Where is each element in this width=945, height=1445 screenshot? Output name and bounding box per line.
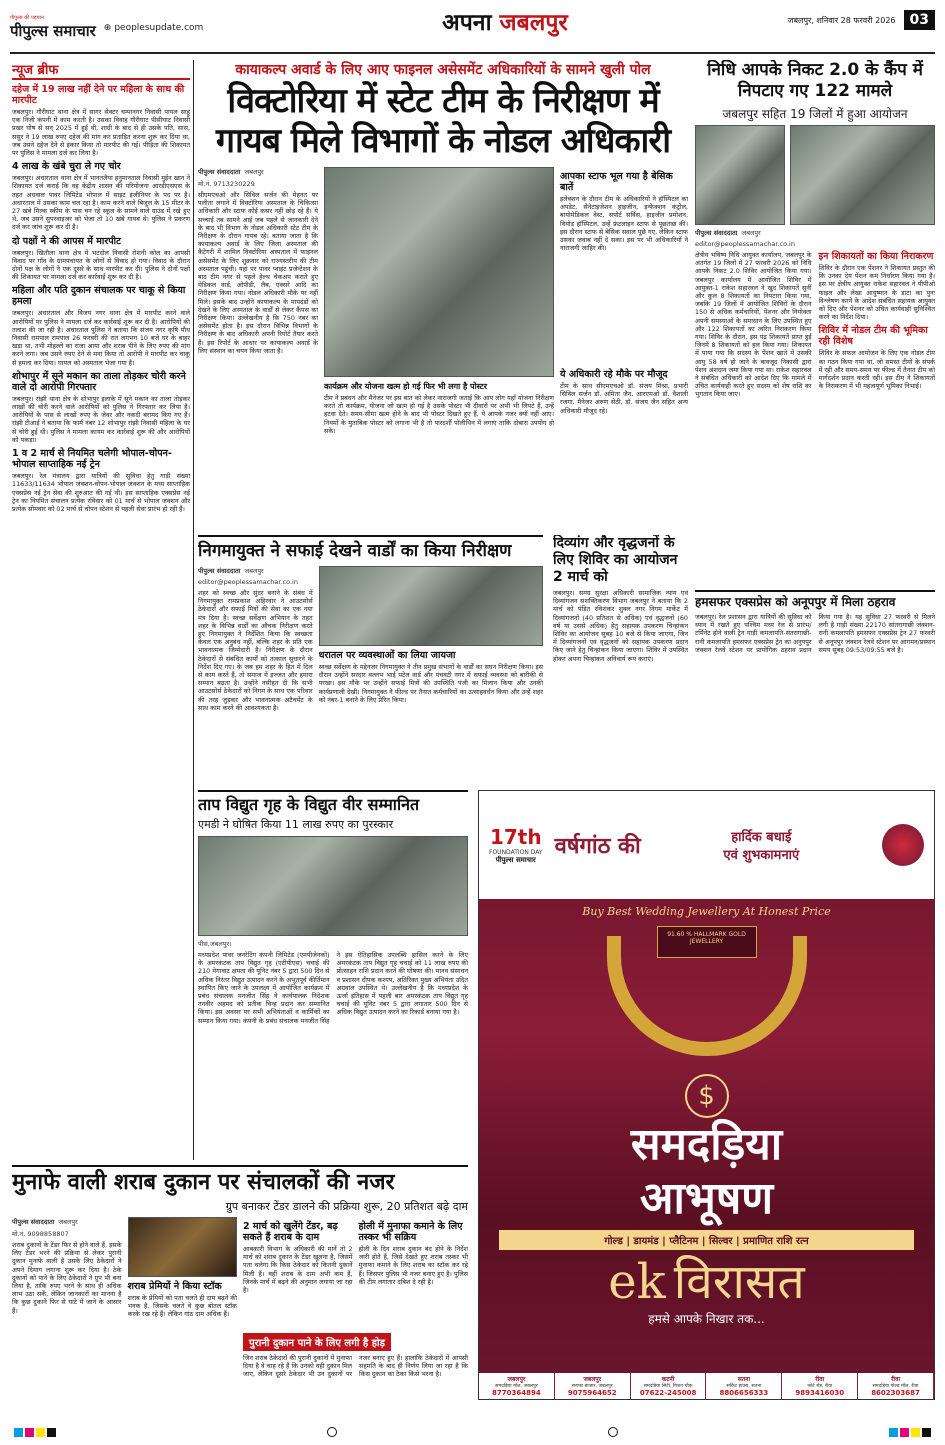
story-headline: हमसफर एक्सप्रेस को अनूपपुर में मिला ठहराव (695, 590, 935, 610)
story-sub-body: शराब के प्रेमियों को पता चलते ही दाम बढ़ने की भनक है, जिसके चलते वे कुछ बोतल स्टॉक करके रख रहे हैं। लेकिन गांठ दाम अधिक हैं। (127, 1294, 237, 1319)
story-sub-body: शिविर के सफल आयोजन के लिए एक नोडल टीम का गठन किया गया था, जो समस्त टीमों के संपर्क में रही और समय-समय पर फील्ड में तैनात टीम को मार्गदर्शन प्रदान करती रही। इस टीम ने शिकायतों के निराकरण में भी महत्वपूर्ण भूमिका निभाई। (818, 349, 935, 391)
anniversary-text: वर्षगांठ की (554, 834, 641, 859)
registration-mark-icon (327, 1427, 337, 1437)
section-title-a: अपना (442, 9, 492, 36)
story-sub-body: इलेक्शन के दौरान टीम के अधिकारियों ने हॉस्पिटल का अपडेट, सेनेटाइजेशन हाइजीन, इन्फेक्शन कंट्रोल, बायोमेडिकल वेस्ट, सपोर्ट सर्विस, हाइजीन प्रमोशन, वियोड हॉस्पिटल, उन्हें फ्रंटलाइन स्टाफ से पूछताछ की। इस दौरान स्टाफ से बेसिक सवाल पूछे गए, लेकिन स्टाफ उसका जवाब नहीं दे सका। इस पर भी अधिकारियों ने नाराजगी जाहिर की। (560, 195, 688, 253)
byline-name: पीपुल्स संवाददाता (12, 1218, 55, 1226)
story-subhead: इन शिकायतों का किया निराकरण (818, 251, 934, 262)
story-photo-camp (790, 125, 935, 225)
ad-header (479, 791, 934, 899)
cmyk-swatches (889, 1428, 931, 1437)
story-body: जबलपुर। समग्र सुरक्षा अधिकारी सामाजिक न्याय एवं दिव्यांगजन सशक्तिकरण विभाग जबलपुर ने बताया कि 2 मार्च को पंडित रविशंकर शुक्ल नगर निगम मार्केट में दिव्यांगजनों (40 प्रतिशत से अधिक) एवं वृद्धजनों (60 वर्ष या उससे अधिक) हेतु सहायक उपकरण चिन्हांकन शिविर का आयोजन सुबह 10 बजे से किया जाएगा, जिन में दिव्यांगजनों एवं वृद्धजनों को सहायक उपकरण प्रदान किए जाने हेतु चिन्हांकन किया जाएगा। शिविर में उपस्थित होकर अपना चिन्हांकन अनिवार्य रूप कराएं। (553, 589, 688, 663)
story-headline: मुनाफे वाली शराब दुकान पर संचालकों की नजर (12, 1165, 468, 1197)
wishes-line-2: एवं शुभकामनाएं (723, 848, 800, 863)
story-sub-body: स्वच्छ सर्वेक्षण के मद्देनजर निगमायुक्त ने तीन प्रमुख संभागों के वार्डों का सघन निरीक्षण किया। इस दौरान उन्होंने सरदार वल्लभ भाई पटेल वार्ड और पंचवटी नगर में सफाई व्यवस्था को बारीकी से परखा। इस मौके पर उन्होंने सफाई मित्रों की उपस्थिति पंजी का मिलान किया और उनकी कार्यप्रणाली देखी। निगमायुक्त ने फील्ड पर तैनात कर्मचारियों का उत्साहवर्धन किया और उन्हें शहर को नंबर-1 बनाने के लिए प्रेरित किया। (318, 663, 543, 704)
brief-item-title: 4 लाख के खंबे चुरा ले गए चोर (12, 161, 121, 173)
story-kicker: कायाकल्प अवार्ड के लिए आए फाइनल असेसमेंट अधिकारियों के सामने खुली पोल (235, 62, 651, 78)
story-byline (198, 566, 313, 575)
store-item[interactable] (555, 1373, 631, 1399)
story-body: सीएमएचओ और सिविल सर्जन की मेहनत पर पलीता लगाने में विक्टोरिया अस्पताल के चिकित्सा अधिकारी और स्टाफ कोई कसर नहीं छोड़ रहे हैं। ये सच्चाई तब सामने आई जब पहले से जानकारी देने के बाद भी विभाग के नोडल अधिकारी स्टेट टीम के निरीक्षण के दौरान गायब रहे। बताया जाता है कि कायाकल्प अवार्ड के लिए जिला अस्पताल की कैटेगरी में शामिल विक्टोरिया अस्पताल में फाइनल असेसमेंट के लिए शुक्रवार को राज्यस्तरीय की टीम अस्पताल पहुंची। यहां पर पावर प्वाइंट प्रजेन्टेशन के बाद टीम नगर से पहले हेल्थ चेकअप कराते हुए मेडिकल वार्ड, ओपीडी, लैब, एक्सरे आदि का निरीक्षण किया गया। नोडल अधिकारी मौके पर नहीं मिले। इसके बाद उन्होंने कायाकल्प के मापदंडों को देखने के लिए अस्पताल के वार्डों से लेकर कैंपस का निरीक्षण किया। उल्लेखनीय है कि 750 नंबर का असेसमेंट होता है। इस दौरान विभिन्न विभागों के निरीक्षण के बाद अधिकारी अपनी रिपोर्ट तैयार करते हैं। इस रिपोर्ट के आधार पर कायाकल्प अवार्ड के लिए संस्थान का चयन किया जाता है। (198, 191, 318, 355)
foundation-badge (489, 825, 543, 865)
story-subhead: आपका स्टाफ भूल गया है बेसिक बातें (560, 171, 673, 193)
story-body: क्षेत्रीय भविष्य निधि आयुक्त कार्यालय, जबलपुर के अंतर्गत 19 जिलों में 27 फरवरी 2026 को निधि आपके निकट 2.0 शिविर आयोजित किया गया। जबलपुर कार्यालय में आयोजित शिविर में आयुक्त-1 राकेश सहारवल ने खुद शिकायतें सुनीं और कुल 8 शिकायतों का निपटारा किया गया, जबकि 19 जिलों में आयोजित शिविरों के दौरान 150 से अधिक कर्मचारियों, पेंशनर और नियोक्ता अपनी समस्याओं के समाधान के लिए उपस्थित हुए और 122 शिकायतों का त्वरित निराकरण किया गया। शिविर के दौरान, इस पंद्र शिकायतें प्राप्त हुईं जिनमें 8 शिकायतों को हल किया गया। शिकायत में पाया गया कि सदस्य के पेंशन खाते में उसकी आयु 58 वर्ष हो जाने के बावजूद निकासी द्वारा पेंशन अंशदान जमा किया गया था। राकेश सहारवल ने संबंधित अधिकारी को आदेश दिए कि मामले में उचित कार्यवाही करते हुए सदस्य को शेष राशि का भुगतान किया जाए। (695, 251, 812, 399)
story-photo-ward-visit (319, 566, 543, 646)
story-headline: निधि आपके निकट 2.0 के कैंप में निपटाए गए 122 मामले (707, 60, 923, 101)
byline-place: जबलपुर (244, 168, 264, 176)
story-humsafar (695, 590, 935, 785)
store-city: रीवा (891, 1376, 900, 1383)
byline-phone: मो.नं. 9713230229 (198, 180, 255, 188)
brand-name-line-2: आभूषण (639, 1173, 774, 1224)
virasat-text: विरासत (673, 1254, 805, 1310)
store-address: समदड़िया गोल्ड मॉल, रीवा (872, 1384, 919, 1389)
wishes-line-1: हार्दिक बधाई (731, 830, 792, 845)
newspaper-logo (10, 15, 96, 41)
story-headline: ताप विद्युत गृह के विद्युत वीर सम्मानित (198, 790, 468, 815)
store-city: कटनी (661, 1376, 675, 1383)
story-highlight-box: पुरानी दुकान पाने के लिए लगी है होड़ (243, 1333, 391, 1351)
brief-item (12, 371, 190, 444)
story-photo-inspection (324, 167, 554, 377)
brief-item (12, 161, 190, 231)
story-sub-body: आबकारी विभाग के अधिकारी की मानें तो 2 मार्च को शराब दुकान के टेंडर खुलना है, जिसमें पता चलेगा कि किस ठेकेदार को कितनी दुकानें मिली हैं। वहीं शराब के दाम अभी कम हैं, जिनके मार्च में बढ़ने की अनुमान लगाया जा रहा है। (243, 1245, 353, 1295)
store-address: फोर्ट रोड, रीवा (807, 1384, 833, 1389)
necklace-image (597, 926, 817, 1066)
story-subhead: कार्यक्रम और योजना खत्म हो गई फिर भी लगा है पोस्टर (324, 382, 488, 391)
story-body: जबलपुर। रेल प्रशासन द्वारा यात्रियों की सुविधा को ध्यान में रखते हुए पश्चिम मध्य रेल से प्रारंभ/टर्मिनेट होने वाली ट्रेन गाड़ी कमलापति-संतरागाछी-रानी कमलापति हमसफर एक्सप्रेस ट्रेन का अनूपपुर जंक्शन रेलवे स्टेशन पर प्रायोगिक ठहराव प्रदान किया गया है। यह सुविधा 27 फरवरी से मिलने लगी है गाड़ी संख्या 22170 सांतरागाछी जंक्शन-रानी कमलापति हमसफर एक्सप्रेस ट्रेन 27 फरवरी से अनूपपुर जंक्शन रेलवे स्टेशन पर आगमन/प्रस्थान समय सुबह 09:53/09:55 बजे है। (695, 613, 935, 654)
story-deck: ग्रुप बनाकर टेंडर डालने की प्रक्रिया शुरू, 20 प्रतिशत बढ़े दाम (225, 1200, 468, 1213)
byline-name: पीपुल्स संवाददाता (198, 168, 241, 176)
masthead-left (10, 8, 300, 48)
section-title (405, 5, 605, 37)
byline-phone: मो.नं. 9098858807 (12, 1230, 69, 1238)
store-item[interactable] (782, 1373, 858, 1399)
store-city: रीवा (815, 1376, 825, 1383)
story-body: शहर को स्वच्छ और सुंदर बनाने के संबंध में निगमायुक्त रामप्रकाश अहिरवार ने आउटसोर्स ठेकेदारों और सफाई मित्रों की सेवा का एक नया मंत्र दिया है। स्वच्छ सर्वेक्षण अभियान के तहत शहर के विभिन्न वार्डों का औचक निरीक्षण करते हुए निगमायुक्त ने निर्देशित किया कि स्वच्छता केवल एक अनुबंध नहीं, बल्कि शहर के प्रति एक भावनात्मक जिम्मेदारी है। निरीक्षण के दौरान ठेकेदारों से संबंधित कार्यों को तत्काल सुधारने के निर्देश दिए गए। के जब हम शहर के हित में दिल से काम करते हैं, तो समाज में इज्जत और हमारा सम्मान बढ़ता है। उन्होंने नसीहत दी कि सभी आउटसोर्स ठेकेदारों को निगम के साथ एक परिवार की तरह जुड़कर और भावनात्मक अटैचमेंट के साथ काम करने की आवश्यकता है। (198, 589, 313, 712)
brand-logo-icon: $ (685, 1074, 729, 1118)
brand-name-line-1: समदड़िया (630, 1119, 783, 1170)
badge-sub: FOUNDATION DAY (489, 849, 543, 856)
byline-place: जबलपुर (741, 229, 761, 237)
story-photo-bottles (128, 1217, 238, 1277)
column-rule (193, 60, 194, 1160)
masthead-right (700, 10, 935, 30)
story-deck: जबलपुर सहित 19 जिलों में हुआ आयोजन (722, 107, 908, 121)
story-sub-body: शिविर के दौरान एक पेंशनर ने शिकायत प्रस्तुत की कि उनका देय पेंशन कम निर्धारण किया गया है। इस पर क्षेत्रीय आयुक्त राकेश सहारवल ने पीपीओ फाइल और लेखा आयुष्मान के डाटा का पुनः विश्लेषण करने के आदेश संबंधित सहायक आयुक्त को दिए और पेंशनर को उचित कार्यवाही सुनिश्चित करने का निर्देश दिया। (818, 264, 935, 322)
store-city: जबलपुर (583, 1376, 602, 1383)
store-item[interactable] (631, 1373, 707, 1399)
story-subhead: धरातल पर व्यवस्थाओं का लिया जायजा (318, 650, 456, 661)
brief-item-title: शोभापुर में सूने मकान का ताला तोड़कर चोरी करने वाले दो आरोपी गिरफ्तार (12, 370, 186, 393)
store-phone: 07622-245008 (639, 1389, 697, 1397)
jewellery-advertisement[interactable] (478, 790, 935, 1400)
news-brief-column (12, 60, 190, 1165)
story-byline (198, 167, 318, 176)
story-headline: दिव्यांग और वृद्धजनों के लिए शिविर का आयोजन 2 मार्च को (553, 535, 678, 585)
store-list (479, 1373, 934, 1399)
byline-name: पीपुल्स संवाददाता (695, 229, 738, 237)
story-byline (12, 1217, 122, 1226)
story-photo-meeting (695, 125, 785, 225)
issue-date: जबलपुर, शनिवार 28 फरवरी 2026 (787, 15, 896, 25)
story-subhead: 2 मार्च को खुलेंगे टेंडर, बढ़ सकते हैं शराब के दाम (243, 1221, 338, 1243)
website-text: peoplesupdate.com (114, 23, 204, 33)
store-phone: 9075964652 (567, 1389, 617, 1397)
story-nidhi (695, 60, 935, 585)
store-phone: 8806656333 (719, 1389, 769, 1397)
ad-wishes (653, 827, 870, 863)
ek-subtitle: हमसे आपके निखार तक... (648, 1312, 765, 1326)
brief-item-body: जबलपुर। रांझी थाना क्षेत्र के शोभापुर इलाके में सूने मकान का ताला तोड़कर लाखों की चोरी करने वाले आरोपियों को पुलिस ने गिरफ्तार कर लिया है। आरोपियों के पास से लाखों रुपए के जेवर और नकदी बरामद किए गए हैं। रांझी टीआई ने बताया कि फार्म नंबर 12 शोभापुर रांझी निवासी महिला के घर से चोरी हुई थी। पुलिस ने मामला कायम कर कार्रवाई शुरू की और आरोपियों को पकड़ा। (12, 394, 190, 444)
store-item[interactable] (858, 1373, 934, 1399)
store-item[interactable] (479, 1373, 555, 1399)
print-registration-bar (0, 1425, 945, 1439)
store-item[interactable] (706, 1373, 782, 1399)
story-cleanliness (198, 535, 543, 785)
brief-item-title: दो पक्षों ने की आपस में मारपीट (12, 235, 121, 247)
byline-place: जबलपुर (244, 567, 264, 575)
badge-number: 17th (489, 825, 542, 849)
story-sub-body: होली के दिन शराब दुकान बंद होने के निर्देश जारी होते हैं, जिसे देखते हुए शराब तस्कर भी मुनाफा कमाने के लिए शराब का स्टॉक कर रहे हैं। जिसपर पुलिस भी नजर बनाए हुए है। पुलिस की टीम लगातार दबिश दे रही है। (358, 1245, 468, 1286)
story-subhead: शिविर में नोडल टीम की भूमिका रही विशेष (818, 325, 928, 348)
store-phone: 8770364894 (492, 1389, 541, 1397)
section-title-b: जबलपुर (499, 9, 568, 36)
byline-place: जबलपुर (58, 1218, 78, 1226)
store-address: सराफा बाजार, जबलपुर (571, 1384, 613, 1389)
store-phone: 8602303687 (871, 1389, 920, 1397)
hallmark-badge: 91.60 % HALLMARK GOLD JEWELLERY (657, 926, 757, 958)
brief-item-body: जबलपुर। अधारताल और विजय नगर थाना क्षेत्र में मारपीट करने वाले आरोपियों पर पुलिस ने मामला दर्ज कर कार्रवाई शुरू कर दी है। आरोपियों की तलाश की जा रही है। अधारताल पुलिस ने बताया कि संजय नगर कृषि पौध निवासी रामपाल रामपाल 26 फरवरी की रात लगभग 10 बजे घर के बाहर खड़ा था, तभी मोहल्ले का राजा आया और शराब पीने के लिए रुपए की मांग करने लगा। जब उसने रुपए देने से मना किया तो आरोपी ने मारपीट कर चाकू से हमला कर दिया। घायल को अस्पताल भेजा गया है। (12, 309, 190, 367)
story-photo-group (198, 836, 468, 936)
registration-mark-icon (608, 1427, 618, 1437)
brief-item (12, 84, 190, 157)
brief-item-title: महिला और पति दुकान संचालक पर चाकू से किया हमला (12, 285, 186, 308)
story-deck: एमडी ने घोषित किया 11 लाख रुपए का पुरस्कार (198, 818, 394, 831)
store-city: सतना (737, 1376, 751, 1383)
brief-item-title: 1 व 2 मार्च से नियमित चलेगी भोपाल-चोपन-भोपाल साप्ताहिक नई ट्रेन (12, 448, 172, 471)
story-divyang (553, 535, 688, 785)
story-byline: पीसं,जबलपुर। (198, 940, 232, 948)
page-number: 03 (904, 10, 935, 30)
story-liquor (12, 1165, 468, 1405)
story-subhead: शराब प्रेमियों ने किया स्टॉक (127, 1281, 222, 1292)
store-address: समदड़िया मॉल, जबलपुर (495, 1384, 538, 1389)
story-subhead: होली में मुनाफा कमाने के लिए तस्कर भी सक्रिय (358, 1221, 463, 1243)
story-byline (695, 228, 935, 237)
ek-text: ek (608, 1254, 666, 1310)
byline-email: editor@peoplessamachar.co.in (695, 240, 795, 248)
badge-logo: पीपुल्स समाचार (495, 856, 536, 864)
ad-tagline: Buy Best Wedding Jewellery At Honest Price (582, 905, 831, 918)
store-city: जबलपुर (507, 1376, 526, 1383)
story-body: शराब दुकानों के टेंडर फिर से होने वाले हैं, इसके लिए टेंडर भरने की प्रक्रिया से लेकर पुरानी दुकान मुनाफे वाली है उसके लिए ठेकेदारों ने अपने दिमाग लगाना शुरू कर दिया है। ठेके दुकानों को पाने के लिए ठेकेदारों ने ग्रुप भी बना लिया है, ताकि रुपए भरने के साथ ही अधिक लाभ उठा सकें, लेकिन जानकारों का मानना है कि कुछ दुकानें फिर से घाटे में जाने के आसार हैं। (12, 1241, 122, 1315)
rose-icon (882, 824, 924, 866)
brief-item-title: दहेज में 19 लाख नहीं देने पर महिला के साथ की मारपीट (12, 84, 185, 106)
brief-item (12, 236, 190, 282)
cmyk-swatches (14, 1428, 56, 1437)
store-address: सर्किट हाउस, सतना (726, 1384, 762, 1389)
brief-item-body: जबलपुर। खितौला थाना क्षेत्र में भटदोल निवासी रोशनी कोल का आपसी विवाद पर गाँव के ग्रामपंचायत के लोगों से विवाद हो गया। विवाद के दौरान दोनों पक्ष के लोगों ने एक दूसरे के साथ मारपीट कर दी। पुलिस ने दोनों पक्षों की शिकायत पर मामला दर्ज कर कार्रवाई शुरू कर दी है। (12, 248, 190, 282)
brief-item-body: जबलपुर। अधारताल थाना क्षेत्र में भानतलैया हनुमानताल निवासी मुईन खान ने शिकायत दर्ज कराई कि वह केंद्रीय शासन की परियोजना आरडीएसएस के तहत अधवाल पावर लिमिटेड भोपाल में साइट इंजीनियर के पद पर है। अधारताल में उसका काम चल रहा है। काम करने वाले बिजुल के 15 मीटर के 27 खंबे मिल्क स्कीम के पास चन रहे स्कूल के सामने वाले ग्राउंड में रखे हुए थे, जब उसने सुपरवाइजर को भेजा तो 10 खंबे गायब थे। पुलिस ने प्रकरण दर्ज कर जांच शुरू कर दी है। (12, 174, 190, 232)
byline-name: पीपुल्स संवाददाता (198, 567, 241, 575)
byline-email: editor@peoplessamachar.co.in (198, 578, 298, 586)
story-sub-body: जिन शराब ठेकेदारों की पुरानी दुकानों में मुनाफा दिया है वे चाह रहे हैं कि उनको वही दुकान मिल जाए, लेकिन दूसरे ठेकेदार भी उन दुकानों पर नजर बनाए हुए हैं। हालांकि ठेकेदारों में आपसी सहमति के बाद ही निर्णय लिया जा रहा है कि किस दुकान का ठेका किसे भरना है। (243, 1354, 468, 1379)
brief-item (12, 448, 190, 513)
story-body: मध्यप्रदेश पावर जनरेटिंग कंपनी लिमिटेड (एमपीजेनको) के अमरकंटक ताप विद्युत गृह (एटीपीएस) चचाई की 210 मेगावाट क्षमता की यूनिट नंबर 5 द्वारा 500 दिन से अधिक निरंतर विद्युत उत्पादन करने के अभूतपूर्व कीर्तिमान स्थापित किए जाने के उपलक्ष्य में आयोजित कार्यक्रम में प्रबंध संचालक मनजीत सिंह ने कार्यपालक निदेशक तनवीर अहमद को प्रतीक चिन्ह प्रदान कर सम्मानित किया। इस अवसर पर सभी अभियंताओं व कार्मिकों का सम्मान किया गया। कंपनी के प्रबंध संचालक मनजीत सिंह ने इस ऐतिहासिक उपलब्धि हासिल करने के लिए अमरकंटक ताप विद्युत गृह चचाई को 11 लाख रुपए की प्रोत्साहन राशि प्रदान करने की घोषणा की। मानव संसाधन व प्रशासन दीपक कश्यप, अतिरिक्त मुख्य अभियंता उदित अग्रवाल उपस्थित थे। उल्लेखनीय है कि मध्यप्रदेश के ऊर्जा इतिहास में पहली बार अमरकंटक ताप विद्युत गृह चचाई की यूनिट नंबर 5 द्वारा लगातार 500 दिन से अधिक विद्युत उत्पादन करने का रिकार्ड बनाया गया है। (198, 951, 468, 1025)
news-brief-title: न्यूज ब्रीफ (12, 60, 190, 80)
story-sub-body: टीम के साथ सीएमएचओ डॉ. संजय मिश्रा, प्रभारी सिविल सर्जन डॉ. अमिता जैन, आरएमओ डॉ. वैशाली रजगा, मैनेजर अरुण सेठी, डॉ. संजय जैन सहित अन्य अधिकारी मौजूद रहे। (560, 382, 688, 415)
brief-item-body: जबलपुर। रेल मंत्रालय द्वारा यात्रियों की सुविधा हेतु गाड़ी संख्या 11633/11634 भोपाल जंक्शन-चोपन-भोपाल जंक्शन के मध्य साप्ताहिक एक्सप्रेस नई ट्रेन सेवा की शुरुआत की गई थी। इस साप्ताहिक एक्सप्रेस नई ट्रेन का नियमित संचालन प्रत्येक रविवार को 01 मार्च से भोपाल जंक्शन और प्रत्येक सोमवार को 02 मार्च से चोपन स्टेशन से पहली सेवा प्रारंभ हो रही है। (12, 472, 190, 513)
logo-tagline: पीपुल्स की पहचान (10, 15, 44, 21)
story-subhead: ये अधिकारी रहे मौके पर मौजूद (560, 369, 668, 380)
store-phone: 9893416030 (795, 1389, 845, 1397)
lead-story-victoria (198, 60, 688, 530)
ad-services: गोल्ड | डायमंड | प्लैटिनम | सिल्वर | प्रमाणित राशि रत्न (499, 1230, 914, 1250)
logo-text: पीपुल्स समाचार (10, 22, 96, 40)
header-rule (10, 52, 935, 54)
store-address: समदड़िया सिटी, मिशन चौक (643, 1384, 693, 1389)
globe-icon: ⊕ (103, 23, 112, 33)
story-sub-body: टीम ने प्रबंधन और मैनेजर पर इस बात को लेकर नाराजगी जताई कि आप लोग यहाँ योजना निरीक्षण करते तो कार्यक्रम, योजना जो खत्म हो गई है उसके पोस्टर भी दीवारों पर अभी भी लिपटे हैं, उन्हें हटवा देते। समय-सीमा खत्म होने के बाद भी पोस्टर दिखते हुए हैं, ये आपके नजर क्यों नहीं आए। नियमों के मुताबिक पोस्टर को लगाना भी है तो पारदर्शी पॉलीथिन में लगाएं ताकि दोबारा उपयोग हो सके। (324, 394, 554, 435)
ek-virasat (479, 1254, 934, 1310)
website-link[interactable] (104, 23, 204, 33)
brief-item-body: जबलपुर। गौरीघाट थाना क्षेत्र में सागर सेक्टर चम्पानगर निवासी पायल साहू एक निजी कंपनी में काम करती है। उसका विवाह गौरीघाट पीसीघाट निवासी प्रखर घोष से सन् 2025 में हुई थी, शादी के बाद से ही उसके पति, सास, ससुर ने 19 लाख रुपए दहेज की मांग कर प्रताड़ित करना शुरू कर दिया था, जब उसने दहेज देने से इंकार किया तो मारपीट की गई। पीड़िता की शिकायत पर पुलिस ने मामला दर्ज कर लिया है। (12, 108, 190, 158)
story-headline: निगमायुक्त ने सफाई देखने वार्डों का किया निरीक्षण (198, 535, 543, 562)
story-headline: विक्टोरिया में स्टेट टीम के निरीक्षण में गायब मिले विभागों के नोडल अधिकारी (215, 81, 671, 161)
brief-item (12, 285, 190, 366)
